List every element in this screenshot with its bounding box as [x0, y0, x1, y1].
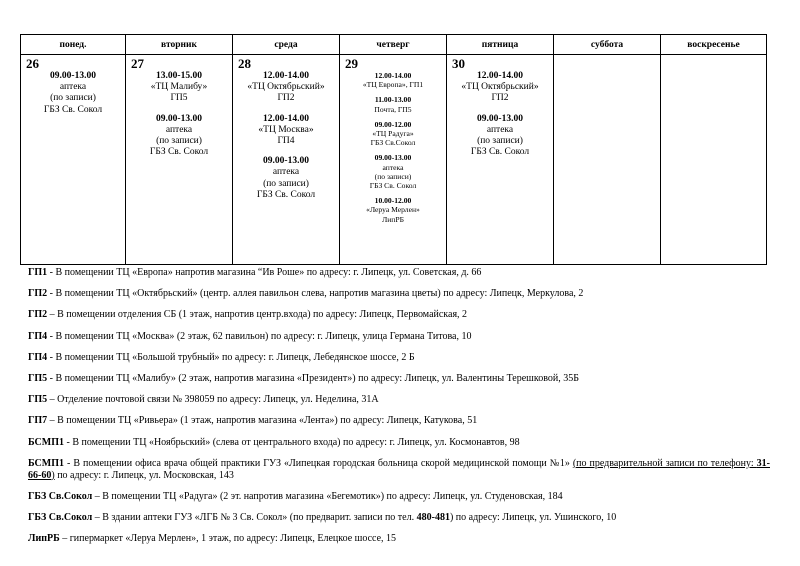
legend-phone: 31-66-60: [28, 457, 770, 481]
legend-code: ГБЗ Св.Сокол: [28, 512, 93, 524]
legend-sep: –: [47, 309, 58, 321]
weekday-header: среда: [233, 35, 340, 55]
day-number: 28: [238, 56, 251, 71]
event-line: Почта, ГП5: [374, 104, 412, 114]
legend-text: В помещении ТЦ «Москва» (2 этаж, 62 павильон) по адресу: г. Липецк, улица Германа Титова, 10: [55, 330, 472, 342]
weekday-header: пятница: [447, 35, 554, 55]
legend-text: В помещении отделения СБ (1 этаж, напротив центр.входа) по адресу: Липецк, Первомайская, 2: [57, 309, 468, 321]
event: [233, 156, 339, 201]
legend-code: ЛипРБ: [28, 533, 60, 545]
day-cell: [21, 55, 126, 265]
event-time: 09.00-13.00: [477, 113, 523, 124]
weekday-header: суббота: [554, 35, 661, 55]
legend-text: В помещении ТЦ «Октябрьский» (центр. аллея павильон слева, напротив магазина цветы) по адресу: Липецк, Меркулова, 2: [55, 288, 584, 300]
event-line: ГБЗ Св. Сокол: [256, 189, 316, 200]
legend-sep: –: [47, 394, 58, 406]
legend-code: ГП2: [28, 309, 48, 321]
day-number: [554, 55, 660, 57]
legend-sep: -: [47, 288, 56, 300]
legend-entry: [28, 309, 770, 321]
legend-sep: –: [47, 415, 58, 427]
legend-sep: -: [47, 267, 56, 278]
event-line: (по записи): [263, 178, 309, 189]
legend-text-tail: ) по адресу: Липецк, ул. Ушинского, 10: [449, 512, 617, 524]
event: [126, 71, 232, 105]
weekday-header: воскресенье: [661, 35, 767, 55]
legend-entry: [28, 533, 770, 545]
legend-code: ГБЗ Св.Сокол: [28, 490, 93, 502]
legend-code: ГП4: [28, 351, 48, 363]
event-time: 12.00-14.00: [263, 71, 309, 81]
legend-sep: –: [92, 490, 103, 502]
legend-sep: -: [47, 372, 56, 384]
event-time: 09.00-13.00: [156, 113, 202, 124]
day-cell: [661, 55, 767, 265]
event-line: аптека: [165, 124, 193, 135]
event-line: ГБЗ Св. Сокол: [43, 104, 103, 115]
legend-phone-close: ): [51, 469, 55, 481]
event-line: ГБЗ Св. Сокол: [369, 181, 417, 191]
legend-entry: [28, 288, 770, 300]
legend-sep: -: [63, 457, 74, 469]
event-line: ГП5: [170, 93, 188, 104]
day-cell: [126, 55, 233, 265]
event-time: 13.00-15.00: [156, 71, 202, 81]
event-line: ГП2: [277, 93, 295, 104]
day-number: 26: [26, 56, 39, 71]
event: [340, 196, 446, 224]
legend-code: БСМП1: [28, 457, 64, 469]
event-line: (по записи): [374, 171, 412, 181]
event: [233, 114, 339, 148]
legend-code: ГП5: [28, 372, 48, 384]
event-line: аптека: [486, 124, 514, 135]
legend-text: В здании аптеки ГУЗ «ЛГБ № 3 Св. Сокол» (по предварит. записи по тел.: [102, 512, 417, 524]
legend-entry: [28, 458, 770, 482]
legend-entry: [28, 352, 770, 364]
legend-text-tail: по адресу: г. Липецк, ул. Московская, 143: [54, 469, 234, 481]
event-line: «ТЦ Октябрьский»: [247, 82, 325, 93]
legend-sep: -: [63, 436, 73, 448]
legend-code: ГП2: [28, 288, 48, 300]
legend-sep: -: [47, 330, 56, 342]
legend-sep: –: [92, 512, 103, 524]
event: [340, 71, 446, 89]
legend-text: В помещении ТЦ «Европа» напротив магазина “Ив Роше» по адресу: г. Липецк, ул. Советская, д. 66: [55, 267, 482, 278]
event: [126, 114, 232, 159]
event-line: «ТЦ Москва»: [258, 124, 314, 135]
weekday-header: понед.: [21, 35, 126, 55]
legend-sep: -: [47, 351, 56, 363]
event: [447, 114, 553, 159]
event-line: «ТЦ Европа», ГП1: [362, 80, 424, 90]
event-time: 10.00-12.00: [374, 196, 412, 206]
legend-text: В помещении офиса врача общей практики ГУЗ «Липецкая городская больница скорой медицинской помощи №1»: [73, 457, 573, 469]
day-cell: [340, 55, 447, 265]
legend-code: ГП7: [28, 415, 48, 427]
legend-text: В помещении ТЦ «Большой трубный» по адресу: г. Липецк, Лебедянское шоссе, 2 Б: [55, 351, 415, 363]
legend: [28, 267, 770, 554]
event-line: аптека: [382, 162, 404, 172]
event-line: ЛипРБ: [382, 214, 404, 224]
event-line: «ТЦ Октябрьский»: [461, 82, 539, 93]
weekday-header: четверг: [340, 35, 447, 55]
legend-entry: [28, 437, 770, 449]
weekday-header-row: [21, 35, 767, 55]
event-line: ГБЗ Св. Сокол: [470, 147, 530, 158]
legend-entry: [28, 267, 770, 279]
event: [21, 71, 125, 116]
event: [340, 153, 446, 190]
event-time: 09.00-13.00: [263, 156, 309, 167]
legend-code: ГП4: [28, 330, 48, 342]
event-line: «ТЦ Малибу»: [150, 82, 208, 93]
legend-entry: [28, 491, 770, 503]
day-number: 27: [131, 56, 144, 71]
event-time: 12.00-14.00: [477, 71, 523, 81]
event-time: 12.00-14.00: [374, 71, 412, 80]
day-number: 30: [452, 56, 465, 71]
day-cell: [554, 55, 661, 265]
event-line: (по записи): [477, 136, 523, 147]
event-time: 09.00-12.00: [374, 119, 412, 129]
legend-code: ГП5: [28, 394, 48, 406]
legend-text: В помещении ТЦ «Ривьера» (1 этаж, напротив магазина «Лента») по адресу: Липецк, Катукова, 51: [57, 415, 478, 427]
event-time: 09.00-13.00: [50, 71, 96, 81]
event-time: 09.00-13.00: [374, 153, 412, 163]
legend-entry: [28, 331, 770, 343]
event: [340, 120, 446, 148]
legend-text: Отделение почтовой связи № 398059 по адресу: Липецк, ул. Неделина, 31А: [57, 394, 379, 406]
weekday-header: вторник: [126, 35, 233, 55]
days-row: [21, 55, 767, 265]
event-line: «Леруа Мерлен»: [366, 205, 420, 215]
event-line: ГБЗ Св. Сокол: [149, 147, 209, 158]
schedule-table: [20, 34, 767, 265]
legend-entry: [28, 373, 770, 385]
day-cell: [447, 55, 554, 265]
event-line: аптека: [272, 167, 300, 178]
event-line: ГП2: [491, 93, 509, 104]
day-cell: [233, 55, 340, 265]
day-number: [661, 55, 766, 57]
event: [447, 71, 553, 105]
event-line: (по записи): [50, 93, 96, 104]
legend-code: ГП1: [28, 267, 48, 278]
legend-code: БСМП1: [28, 436, 64, 448]
legend-text: В помещении ТЦ «Ноябрьский» (слева от центрального входа) по адресу: г. Липецк, ул. Космонавтов, 98: [72, 436, 520, 448]
event-line: аптека: [59, 82, 87, 93]
legend-text: В помещении ТЦ «Малибу» (2 этаж, напротив магазина «Президент») по адресу: Липецк, ул. Валентины Терешковой, 35Б: [55, 372, 579, 384]
legend-phone-note: (по предварительной записи по телефону:: [572, 457, 757, 469]
event-time: 11.00-13.00: [374, 95, 412, 105]
event-line: ГП4: [277, 136, 295, 147]
event-line: «ТЦ Радуга»: [372, 129, 414, 139]
legend-phone: 480-481: [416, 512, 450, 524]
legend-entry: [28, 394, 770, 406]
event-line: ГБЗ Св.Сокол: [370, 138, 416, 148]
legend-text: В помещении ТЦ «Радуга» (2 эт. напротив магазина «Бегемотик») по адресу: Липецк, ул. Студеновская, 184: [102, 490, 563, 502]
event: [340, 95, 446, 113]
legend-sep: –: [59, 533, 70, 545]
event: [233, 71, 339, 105]
event-line: (по записи): [156, 136, 202, 147]
legend-text: гипермаркет «Леруа Мерлен», 1 этаж, по адресу: Липецк, Елецкое шоссе, 15: [69, 533, 397, 545]
legend-entry: [28, 415, 770, 427]
event-time: 12.00-14.00: [263, 113, 309, 124]
legend-entry: [28, 512, 770, 524]
day-number: 29: [345, 56, 358, 71]
